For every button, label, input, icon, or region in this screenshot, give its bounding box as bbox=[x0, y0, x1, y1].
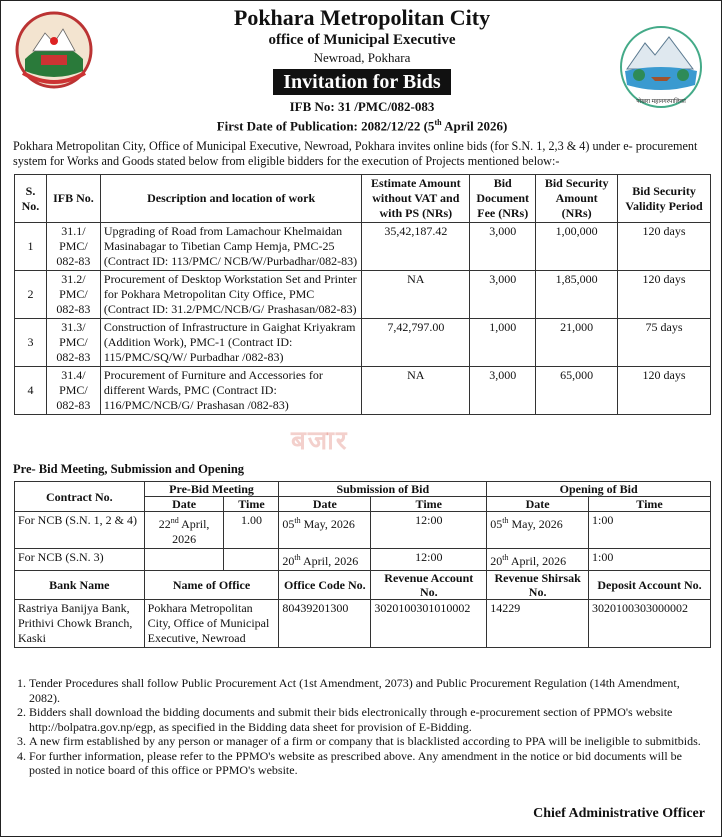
date-sup: th bbox=[502, 553, 509, 562]
revenue-shirsak-header: Revenue Shirsak No. bbox=[487, 571, 589, 600]
estimate-cell: 7,42,797.00 bbox=[362, 319, 470, 367]
col-fee: Bid Document Fee (NRs) bbox=[470, 175, 536, 223]
opening-date bbox=[487, 512, 589, 549]
estimate-cell: 35,42,187.42 bbox=[362, 223, 470, 271]
note-item: 4. For further information, please refer to the PPMO's website as prescribed above. Any amendment in the notice or bid documents will be posted in notice board of this office or PPMO's website. bbox=[29, 749, 707, 778]
opening-date bbox=[487, 549, 589, 571]
bank-row bbox=[15, 600, 711, 648]
notes-section bbox=[15, 676, 707, 778]
ifb-cell: 31.4/ PMC/ 082-83 bbox=[46, 367, 100, 415]
col-security: Bid Security Amount (NRs) bbox=[536, 175, 618, 223]
date-sup: th bbox=[502, 516, 509, 525]
signature: Chief Administrative Officer bbox=[533, 806, 705, 821]
schedule-title: Pre- Bid Meeting, Submission and Opening bbox=[13, 462, 245, 476]
office-address: Newroad, Pokhara bbox=[313, 50, 411, 65]
date-rest: April, 2026 bbox=[508, 554, 567, 568]
fee-cell: 3,000 bbox=[470, 271, 536, 319]
sn-cell: 4 bbox=[15, 367, 47, 415]
bank-header-row bbox=[15, 571, 711, 600]
table-row bbox=[15, 319, 711, 367]
prebid-time: 1.00 bbox=[224, 512, 279, 549]
notice-header bbox=[1, 5, 722, 134]
office-name: office of Municipal Executive bbox=[268, 32, 456, 48]
sn-cell: 2 bbox=[15, 271, 47, 319]
prebid-header: Pre-Bid Meeting bbox=[144, 482, 279, 497]
description-cell: Construction of Infrastructure in Gaighat Kriyakram (Addition Work), PMC-1 (Contract ID: 115/PMC/SQ/W/ Purbadhar /082-83) bbox=[100, 319, 362, 367]
contract-cell: For NCB (S.N. 3) bbox=[15, 549, 145, 571]
date-sup: th bbox=[294, 516, 301, 525]
bank-name: Rastriya Banijya Bank, Prithivi Chowk Branch, Kaski bbox=[15, 600, 145, 648]
description-cell: Procurement of Furniture and Accessories for different Wards, PMC (Contract ID: 116/PMC/NCB/G/ Prashasan /082-83) bbox=[100, 367, 362, 415]
schedule-table bbox=[14, 481, 711, 648]
submission-header: Submission of Bid bbox=[279, 482, 487, 497]
bid-table bbox=[14, 174, 711, 415]
estimate-cell: NA bbox=[362, 271, 470, 319]
opening-header: Opening of Bid bbox=[487, 482, 711, 497]
sn-cell: 3 bbox=[15, 319, 47, 367]
fee-cell: 1,000 bbox=[470, 319, 536, 367]
date-sup: nd bbox=[170, 516, 179, 525]
schedule-header-1 bbox=[15, 482, 711, 497]
logo-caption: पोखरा महानगरपालिका bbox=[636, 99, 686, 105]
office-code-header: Office Code No. bbox=[279, 571, 371, 600]
city-name: Pokhara Metropolitan City bbox=[233, 5, 491, 30]
fee-cell: 3,000 bbox=[470, 223, 536, 271]
opening-time: 1:00 bbox=[589, 549, 711, 571]
notes-list bbox=[15, 676, 707, 778]
date-sup: th bbox=[294, 553, 301, 562]
submission-date bbox=[279, 512, 371, 549]
office-code: 80439201300 bbox=[279, 600, 371, 648]
note-item: 1. Tender Procedures shall follow Public Procurement Act (1st Amendment, 2073) and Public Procurement Regulation (14th Amendment, 2082). bbox=[29, 676, 707, 705]
ifb-cell: 31.2/ PMC/ 082-83 bbox=[46, 271, 100, 319]
submission-date-header: Date bbox=[279, 497, 371, 512]
description-cell: Procurement of Desktop Workstation Set and Printer for Pokhara Metropolitan City Office, PMC (Contract ID: 31.2/PMC/NCB/G/ Prashasan/082-83) bbox=[100, 271, 362, 319]
schedule-row bbox=[15, 512, 711, 549]
date-day: 05 bbox=[490, 517, 503, 531]
validity-cell: 120 days bbox=[618, 271, 711, 319]
intro-paragraph: Pokhara Metropolitan City, Office of Municipal Executive, Newroad, Pokhara invites online bids (for S.N. 1, 2,3 & 4) under e- procurement system for Works and Goods stated below from eligible bidders for the execution of Projects mentioned below:- bbox=[13, 139, 698, 168]
table-row bbox=[15, 367, 711, 415]
note-item: 3. A new firm established by any person or manager of a firm or company that is blacklisted according to PPA will be ineligible to submitbids. bbox=[29, 734, 707, 749]
bid-table-body bbox=[15, 223, 711, 415]
prebid-date bbox=[144, 512, 224, 549]
date-day: 05 bbox=[282, 517, 295, 531]
publication-sup: th bbox=[434, 118, 442, 127]
revenue-account-header: Revenue Account No. bbox=[371, 571, 487, 600]
deposit-account-header: Deposit Account No. bbox=[589, 571, 711, 600]
fee-cell: 3,000 bbox=[470, 367, 536, 415]
submission-time-header: Time bbox=[371, 497, 487, 512]
opening-time-header: Time bbox=[589, 497, 711, 512]
watermark: बजार bbox=[291, 426, 349, 456]
estimate-cell: NA bbox=[362, 367, 470, 415]
date-rest: May, 2026 bbox=[508, 517, 563, 531]
sn-cell: 1 bbox=[15, 223, 47, 271]
date-rest: April, 2026 bbox=[300, 554, 359, 568]
col-validity: Bid Security Validity Period bbox=[618, 175, 711, 223]
date-rest: April, 2026 bbox=[172, 517, 210, 546]
description-cell: Upgrading of Road from Lamachour Khelmaidan Masinabagar to Tibetian Camp Hemja, PMC-25 (Contract ID: 113/PMC/ NCB/W/Purbadhar/082-83) bbox=[100, 223, 362, 271]
bid-table-header bbox=[15, 175, 711, 223]
publication-date bbox=[1, 115, 722, 134]
ifb-cell: 31.1/ PMC/ 082-83 bbox=[46, 223, 100, 271]
date-rest: May, 2026 bbox=[300, 517, 355, 531]
opening-time: 1:00 bbox=[589, 512, 711, 549]
contract-header: Contract No. bbox=[15, 482, 145, 512]
col-estimate: Estimate Amount without VAT and with PS (NRs) bbox=[362, 175, 470, 223]
revenue-account: 3020100301010002 bbox=[371, 600, 487, 648]
note-item: 2. Bidders shall download the bidding documents and submit their bids electronically through e-procurement section of PPMO's website http://bolpatra.gov.np/egp, as specified in the Bidding data sheet for provision of E-Bidding. bbox=[29, 705, 707, 734]
schedule-body bbox=[15, 512, 711, 571]
publication-suffix: April 2026) bbox=[441, 118, 508, 134]
office-name-header: Name of Office bbox=[144, 571, 279, 600]
deposit-account: 3020100303000002 bbox=[589, 600, 711, 648]
col-description: Description and location of work bbox=[100, 175, 362, 223]
schedule-row bbox=[15, 549, 711, 571]
security-cell: 1,00,000 bbox=[536, 223, 618, 271]
security-cell: 1,85,000 bbox=[536, 271, 618, 319]
prebid-date-header: Date bbox=[144, 497, 224, 512]
ifb-cell: 31.3/ PMC/ 082-83 bbox=[46, 319, 100, 367]
table-row bbox=[15, 223, 711, 271]
validity-cell: 75 days bbox=[618, 319, 711, 367]
submission-time: 12:00 bbox=[371, 549, 487, 571]
submission-date bbox=[279, 549, 371, 571]
date-day: 20 bbox=[282, 554, 295, 568]
ifb-number: IFB No: 31 /PMC/082-083 bbox=[289, 99, 435, 114]
bank-name-header: Bank Name bbox=[15, 571, 145, 600]
office-name-cell: Pokhara Metropolitan City, Office of Municipal Executive, Newroad bbox=[144, 600, 279, 648]
prebid-date bbox=[144, 549, 224, 571]
security-cell: 21,000 bbox=[536, 319, 618, 367]
publication-prefix: First Date of Publication: 2082/12/22 (5 bbox=[216, 118, 435, 134]
contract-cell: For NCB (S.N. 1, 2 & 4) bbox=[15, 512, 145, 549]
security-cell: 65,000 bbox=[536, 367, 618, 415]
submission-time: 12:00 bbox=[371, 512, 487, 549]
col-sn: S. No. bbox=[15, 175, 47, 223]
prebid-time-header: Time bbox=[224, 497, 279, 512]
prebid-time bbox=[224, 549, 279, 571]
validity-cell: 120 days bbox=[618, 223, 711, 271]
notice-banner: Invitation for Bids bbox=[273, 69, 450, 95]
opening-date-header: Date bbox=[487, 497, 589, 512]
date-day: 22 bbox=[158, 517, 171, 531]
date-day: 20 bbox=[490, 554, 503, 568]
table-row bbox=[15, 271, 711, 319]
revenue-shirsak: 14229 bbox=[487, 600, 589, 648]
col-ifb: IFB No. bbox=[46, 175, 100, 223]
validity-cell: 120 days bbox=[618, 367, 711, 415]
